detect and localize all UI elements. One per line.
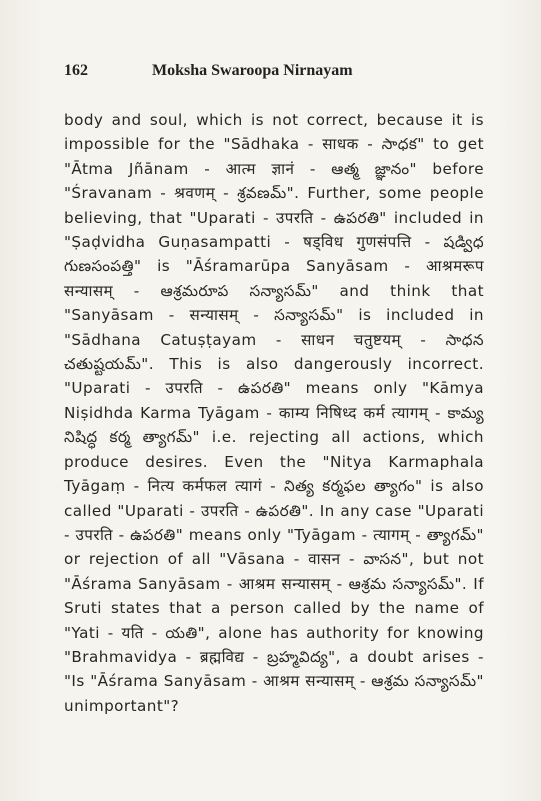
- paragraph: body and soul, which is not correct, because it is impossible for the "Sādhaka - साधक - సాధక" to get "Ātma Jñānam - आत्म ज्ञानं - ఆత్మ జ్ఞానం" before "Śravanam - श्रवणम् - శ్రవణమ్". Further, some people believing, that "Uparati - उपरति - ఉపరతి" included in "Ṣaḍvidha Guṇasampatti - षड्विध गुणसंपत्ति - షడ్విధ గుణసంపత్తి" is "Āśramarūpa Sanyāsam - आश्रमरूप सन्यासम् - ఆశ్రమరూప సన్యాసమ్" and think that "Sanyāsam - सन्यासम् - సన్యాసమ్" is included in "Sādhana Catuṣṭayam - साधन चतुष्टयम् - సాధన చతుష్టయమ్". This is also dangerously incorrect. "Uparati - उपरति - ఉపరతి" means only "Kāmya Niṣidhda Karma Tyāgam - काम्य निषिध्द कर्म त्यागम् - కామ్య నిషిద్ధ కర్మ త్యాగమ్" i.e. rejecting all actions, which produce desires. Even the "Nitya Karmaphala Tyāgaṃ - नित्य कर्मफल त्यागं - నిత్య కర్మఫల త్యాగం" is also called "Uparati - उपरति - ఉపరతి". In any case "Uparati - उपरति - ఉపరతి" means only "Tyāgam - त्यागम् - త్యాగమ్" or rejection of all "Vāsana - वासन - వాసన", but not "Āśrama Sanyāsam - आश्रम सन्यासम् - ఆశ్రమ సన్యాసమ్". If Sruti states that a person called by the name of "Yati - यति - యతి", alone has authority for knowing "Brahmavidya - ब्रह्मविद्य - బ్రహ్మవిద్య", a doubt arises - "Is "Āśrama Sanyāsam - आश्रम सन्यासम् - ఆశ్రమ సన్యాసమ్" unimportant"?: [64, 111, 484, 715]
- body-text: [64, 108, 484, 718]
- page-number: 162: [64, 62, 88, 79]
- page-header: [64, 62, 484, 86]
- running-title: Moksha Swaroopa Nirnayam: [152, 62, 353, 79]
